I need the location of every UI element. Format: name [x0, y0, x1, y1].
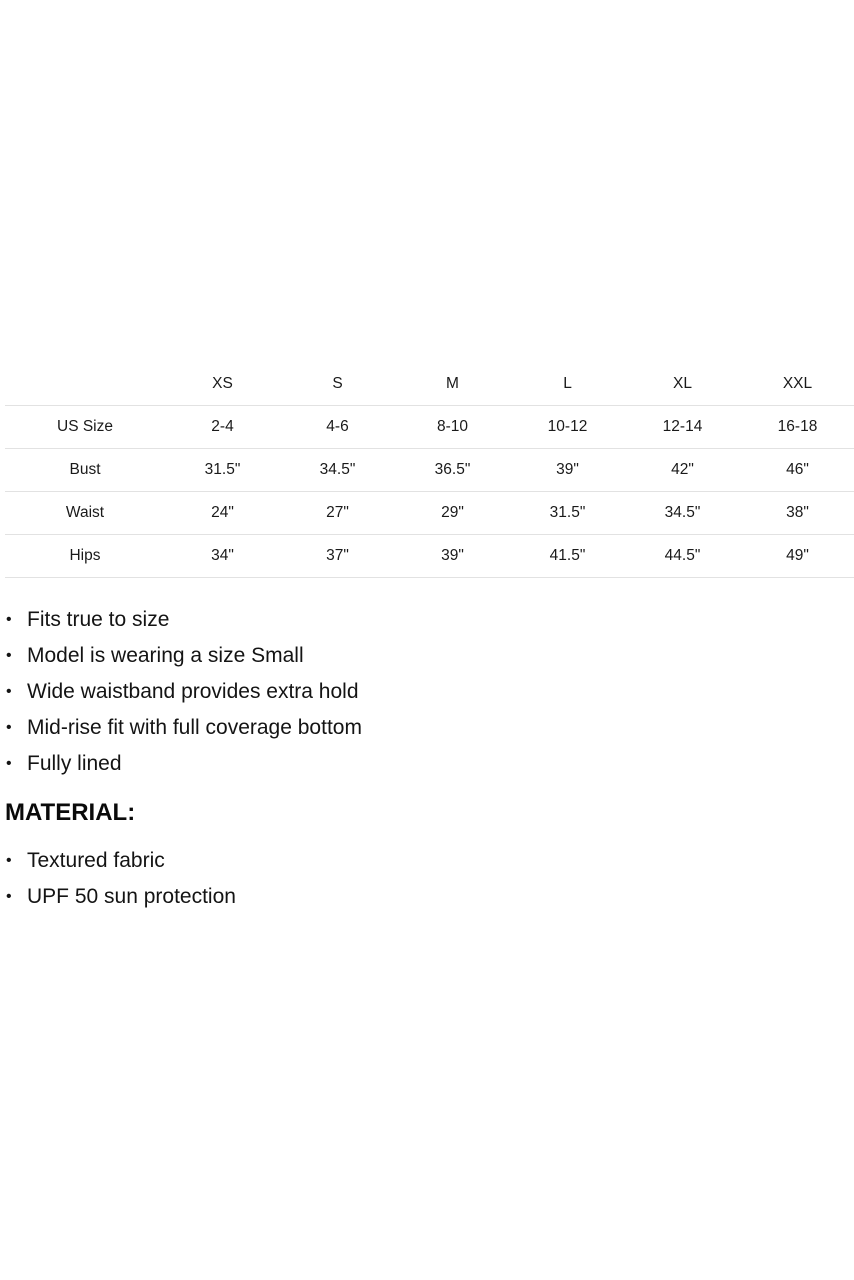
material-heading: MATERIAL:	[5, 799, 136, 826]
table-cell: 31.5"	[204, 461, 241, 478]
bullet-icon: •	[6, 647, 12, 664]
table-cell: 37"	[326, 547, 349, 564]
table-cell: 44.5"	[664, 547, 701, 564]
table-cell: 34.5"	[664, 504, 701, 521]
table-cell: 10-12	[547, 418, 588, 435]
size-chart-table	[5, 363, 854, 578]
list-item-text: Textured fabric	[27, 849, 165, 872]
bullet-icon: •	[6, 719, 12, 736]
table-cell: 42"	[671, 461, 694, 478]
table-cell: 8-10	[436, 418, 469, 435]
table-cell: 34"	[211, 547, 234, 564]
bullet-icon: •	[6, 611, 12, 628]
table-row-hips	[5, 535, 854, 578]
bullet-icon: •	[6, 755, 12, 772]
material-list	[5, 843, 236, 915]
list-item-text: Fully lined	[27, 752, 122, 775]
row-label: Waist	[65, 504, 105, 521]
feature-list	[5, 602, 362, 782]
header-size-xs: XS	[212, 375, 233, 392]
list-item-text: Wide waistband provides extra hold	[27, 680, 359, 703]
bullet-icon: •	[6, 888, 12, 905]
size-chart-header-row	[5, 363, 854, 406]
list-item	[5, 746, 362, 782]
list-item	[5, 710, 362, 746]
table-cell: 2-4	[211, 418, 234, 435]
list-item	[5, 879, 236, 915]
list-item-text: Model is wearing a size Small	[27, 644, 304, 667]
header-size-xxl: XXL	[782, 375, 813, 392]
table-cell: 41.5"	[549, 547, 586, 564]
table-cell: 12-14	[662, 418, 703, 435]
table-row-waist	[5, 492, 854, 535]
table-cell: 49"	[786, 547, 809, 564]
header-size-l: L	[563, 375, 572, 392]
list-item-text: UPF 50 sun protection	[27, 885, 236, 908]
list-item	[5, 674, 362, 710]
list-item	[5, 843, 236, 879]
list-item-text: Mid-rise fit with full coverage bottom	[27, 716, 362, 739]
table-cell: 39"	[556, 461, 579, 478]
header-corner-cell	[5, 363, 165, 406]
table-cell: 29"	[441, 504, 464, 521]
bullet-icon: •	[6, 683, 12, 700]
table-cell: 34.5"	[319, 461, 356, 478]
table-cell: 31.5"	[549, 504, 586, 521]
table-cell: 38"	[786, 504, 809, 521]
list-item-text: Fits true to size	[27, 608, 170, 631]
row-label: US Size	[57, 418, 113, 435]
table-cell: 46"	[786, 461, 809, 478]
table-cell: 4-6	[326, 418, 349, 435]
row-label: Hips	[69, 547, 101, 564]
row-label: Bust	[69, 461, 101, 478]
table-cell: 36.5"	[434, 461, 471, 478]
list-item	[5, 638, 362, 674]
header-size-s: S	[332, 375, 343, 392]
table-cell: 16-18	[777, 418, 818, 435]
table-cell: 39"	[441, 547, 464, 564]
list-item	[5, 602, 362, 638]
table-cell: 24"	[211, 504, 234, 521]
table-row-us-size	[5, 406, 854, 449]
table-row-bust	[5, 449, 854, 492]
header-size-xl: XL	[673, 375, 692, 392]
table-cell: 27"	[326, 504, 349, 521]
bullet-icon: •	[6, 852, 12, 869]
header-size-m: M	[446, 375, 459, 392]
